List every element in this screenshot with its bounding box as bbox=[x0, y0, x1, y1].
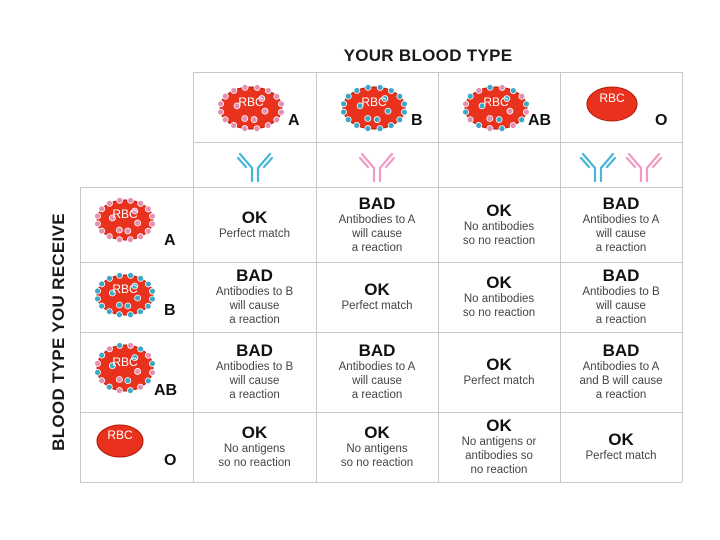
rbc-cell-icon bbox=[336, 80, 412, 136]
rbc-cell-icon bbox=[90, 418, 150, 464]
verdict-note: Perfect match bbox=[585, 450, 657, 462]
recipient-rbc-ab bbox=[90, 338, 160, 403]
rbc-cell-icon bbox=[580, 80, 644, 128]
antigen-dot bbox=[397, 93, 403, 99]
antigen-dot bbox=[99, 228, 105, 234]
blood-type-label: B bbox=[164, 302, 176, 319]
antigen-dot bbox=[137, 384, 143, 390]
antigen-dot bbox=[341, 101, 347, 107]
antigen-dot bbox=[365, 84, 371, 90]
antigen-dot bbox=[265, 123, 271, 129]
antigen-dot bbox=[463, 109, 469, 115]
antigen-dot bbox=[218, 109, 224, 115]
antigen-dot bbox=[262, 108, 268, 114]
verdict-note: No antigens so no reaction bbox=[218, 443, 291, 469]
antigen-dot bbox=[116, 237, 122, 243]
antigen-dot bbox=[401, 109, 407, 115]
verdict-ok: OK bbox=[364, 423, 390, 442]
antigen-dot bbox=[135, 368, 141, 374]
verdict-note: Perfect match bbox=[219, 227, 290, 240]
antigen-dot bbox=[99, 378, 105, 384]
antigen-dot bbox=[354, 87, 360, 93]
verdict-note: Antibodies to B will cause a reaction bbox=[215, 361, 294, 401]
verdict-ok: OK bbox=[241, 207, 268, 227]
antibody-cell-a bbox=[193, 142, 316, 187]
antigen-dot bbox=[149, 288, 155, 294]
antigen-dot bbox=[345, 117, 351, 123]
donor-rbc-a bbox=[213, 80, 289, 141]
antigen-dot bbox=[116, 388, 122, 394]
antigen-dot bbox=[95, 369, 101, 375]
donor-rbc-b bbox=[336, 80, 412, 141]
compatibility-cell bbox=[438, 262, 560, 332]
antigen-dot bbox=[127, 237, 133, 243]
antigen-dot bbox=[99, 281, 105, 287]
antigen-dot bbox=[510, 88, 516, 94]
blood-type-label: A bbox=[164, 232, 176, 249]
compatibility-cell bbox=[316, 332, 438, 412]
antigen-dot bbox=[125, 303, 131, 309]
rbc-label: RBC bbox=[599, 91, 625, 105]
antigen-dot bbox=[137, 309, 143, 315]
compatibility-cell bbox=[560, 332, 682, 412]
verdict-ok: OK bbox=[364, 280, 390, 299]
antigen-dot bbox=[385, 108, 391, 114]
compatibility-cell bbox=[560, 187, 682, 262]
antibody-icon bbox=[624, 148, 664, 182]
antigen-dot bbox=[374, 117, 380, 123]
antigen-dot bbox=[218, 101, 224, 107]
verdict-note: Antibodies to B will cause a reaction bbox=[215, 286, 294, 326]
verdict-note: Antibodies to A will cause a reaction bbox=[582, 213, 660, 254]
antigen-dot bbox=[138, 346, 144, 352]
antigen-dot bbox=[145, 281, 151, 287]
compatibility-cell bbox=[193, 187, 316, 262]
compatibility-cell bbox=[560, 262, 682, 332]
antigen-dot bbox=[127, 388, 133, 394]
verdict-note: Antibodies to A will cause a reaction bbox=[338, 361, 416, 401]
antigen-dot bbox=[106, 234, 112, 240]
rbc-cell-icon bbox=[90, 193, 160, 247]
grid-line-v bbox=[80, 187, 81, 482]
rbc-label: RBC bbox=[112, 207, 138, 221]
antigen-dot bbox=[107, 200, 113, 206]
antigen-dot bbox=[254, 126, 260, 132]
antigen-dot bbox=[523, 101, 529, 107]
compatibility-cell bbox=[193, 412, 316, 482]
verdict-bad: BAD bbox=[236, 341, 273, 360]
antigen-dot bbox=[137, 234, 143, 240]
antigen-dot bbox=[401, 101, 407, 107]
verdict-note: Antibodies to A will cause a reaction bbox=[338, 213, 416, 254]
compatibility-cell bbox=[438, 332, 560, 412]
verdict-ok: OK bbox=[608, 430, 634, 449]
antigen-dot bbox=[149, 296, 155, 302]
antigen-dot bbox=[95, 360, 101, 366]
antigen-dot bbox=[278, 101, 284, 107]
antigen-dot bbox=[242, 116, 248, 122]
antigen-dot bbox=[242, 126, 248, 132]
verdict-bad: BAD bbox=[602, 193, 640, 213]
antigen-dot bbox=[274, 117, 280, 123]
antigen-dot bbox=[117, 272, 123, 278]
verdict-ok: OK bbox=[486, 200, 512, 220]
antigen-dot bbox=[149, 221, 155, 227]
antigen-dot bbox=[116, 302, 122, 308]
antigen-dot bbox=[138, 275, 144, 281]
antigen-dot bbox=[251, 117, 257, 123]
antigen-dot bbox=[99, 352, 105, 358]
verdict-ok: OK bbox=[486, 416, 512, 435]
antigen-dot bbox=[274, 93, 280, 99]
antigen-dot bbox=[116, 377, 122, 383]
compatibility-cell bbox=[316, 187, 438, 262]
verdict-note: Perfect match bbox=[463, 375, 535, 387]
blood-type-label: AB bbox=[154, 382, 178, 399]
antigen-dot bbox=[507, 108, 513, 114]
compatibility-cell bbox=[193, 332, 316, 412]
recipient-rbc-a bbox=[90, 193, 160, 252]
compatibility-cell bbox=[193, 262, 316, 332]
antigen-dot bbox=[365, 126, 371, 132]
antigen-dot bbox=[487, 126, 493, 132]
antigen-dot bbox=[107, 275, 113, 281]
rbc-cell-icon bbox=[90, 268, 160, 322]
antigen-dot bbox=[145, 303, 151, 309]
antigen-dot bbox=[106, 384, 112, 390]
antigen-dot bbox=[106, 309, 112, 315]
antigen-dot bbox=[476, 122, 482, 128]
verdict-bad: BAD bbox=[236, 266, 273, 285]
rbc-label: RBC bbox=[361, 95, 387, 109]
recipient-rbc-b bbox=[90, 268, 160, 327]
antigen-dot bbox=[242, 84, 248, 90]
antigen-dot bbox=[149, 370, 155, 376]
antigen-dot bbox=[145, 352, 151, 358]
antigen-dot bbox=[499, 84, 505, 90]
verdict-note: No antigens so no reaction bbox=[340, 443, 414, 469]
verdict-note: Perfect match bbox=[341, 300, 413, 312]
antigen-dot bbox=[467, 93, 473, 99]
antigen-dot bbox=[519, 93, 525, 99]
antibody-cell-b bbox=[316, 142, 438, 187]
antigen-dot bbox=[127, 312, 133, 318]
blood-type-label: A bbox=[288, 112, 300, 129]
antigen-dot bbox=[467, 117, 473, 123]
antigen-dot bbox=[388, 88, 394, 94]
antigen-dot bbox=[499, 126, 505, 132]
recipient-rbc-o bbox=[90, 418, 150, 469]
antigen-dot bbox=[231, 122, 237, 128]
grid-line-v bbox=[682, 72, 683, 482]
antigen-dot bbox=[487, 84, 493, 90]
antigen-dot bbox=[117, 342, 123, 348]
verdict-note: Antibodies to A and B will cause a reaction bbox=[579, 361, 663, 401]
compatibility-cell bbox=[438, 412, 560, 482]
rbc-label: RBC bbox=[112, 282, 138, 296]
rbc-cell-icon bbox=[213, 80, 289, 136]
antigen-dot bbox=[149, 213, 155, 219]
antigen-dot bbox=[365, 116, 371, 122]
antibody-cell-o bbox=[560, 142, 682, 187]
blood-type-you-receive-title: BLOOD TYPE YOU RECEIVE bbox=[49, 213, 68, 451]
antigen-dot bbox=[377, 84, 383, 90]
grid-line-h bbox=[80, 482, 682, 483]
antigen-dot bbox=[341, 109, 347, 115]
antibody-icon bbox=[357, 148, 397, 182]
antigen-dot bbox=[145, 378, 151, 384]
antigen-dot bbox=[125, 378, 131, 384]
antigen-dot bbox=[222, 93, 228, 99]
compatibility-cell bbox=[316, 412, 438, 482]
antibody-cell-ab bbox=[438, 142, 560, 187]
antigen-dot bbox=[116, 227, 122, 233]
antigen-dot bbox=[519, 117, 525, 123]
rbc-cell-icon bbox=[90, 338, 160, 398]
verdict-note: No antibodies so no reaction bbox=[462, 293, 536, 319]
antigen-dot bbox=[95, 221, 101, 227]
antigen-dot bbox=[95, 213, 101, 219]
antigen-dot bbox=[254, 84, 260, 90]
antigen-dot bbox=[138, 200, 144, 206]
antigen-dot bbox=[463, 101, 469, 107]
rbc-cell-icon bbox=[458, 80, 534, 136]
antigen-dot bbox=[354, 122, 360, 128]
verdict-note: No antibodies so no reaction bbox=[462, 220, 536, 247]
compatibility-cell bbox=[438, 187, 560, 262]
rbc-label: RBC bbox=[483, 95, 509, 109]
antigen-dot bbox=[487, 116, 493, 122]
blood-type-label: B bbox=[411, 112, 423, 129]
antigen-dot bbox=[397, 117, 403, 123]
antibody-icon bbox=[235, 148, 275, 182]
antigen-dot bbox=[278, 109, 284, 115]
antibody-icon bbox=[578, 148, 618, 182]
antigen-dot bbox=[99, 303, 105, 309]
verdict-bad: BAD bbox=[358, 341, 396, 360]
blood-type-label: O bbox=[164, 452, 177, 469]
blood-type-label: O bbox=[655, 112, 668, 129]
donor-rbc-o bbox=[580, 80, 644, 133]
antigen-dot bbox=[95, 288, 101, 294]
antigen-dot bbox=[496, 117, 502, 123]
rbc-label: RBC bbox=[107, 428, 133, 442]
rbc-label: RBC bbox=[238, 95, 264, 109]
compatibility-cell bbox=[316, 262, 438, 332]
antigen-dot bbox=[145, 228, 151, 234]
antigen-dot bbox=[231, 87, 237, 93]
antigen-dot bbox=[265, 88, 271, 94]
verdict-bad: BAD bbox=[602, 341, 640, 360]
antigen-dot bbox=[145, 206, 151, 212]
antigen-dot bbox=[125, 228, 131, 234]
verdict-bad: BAD bbox=[358, 193, 396, 213]
antigen-dot bbox=[510, 123, 516, 129]
antigen-dot bbox=[128, 197, 134, 203]
verdict-ok: OK bbox=[241, 423, 268, 442]
your-blood-type-title: YOUR BLOOD TYPE bbox=[343, 46, 513, 65]
blood-type-label: AB bbox=[528, 112, 552, 129]
antigen-dot bbox=[476, 87, 482, 93]
compatibility-cell bbox=[560, 412, 682, 482]
verdict-ok: OK bbox=[486, 355, 512, 374]
antigen-dot bbox=[128, 342, 134, 348]
antigen-dot bbox=[117, 197, 123, 203]
donor-rbc-ab bbox=[458, 80, 534, 141]
antigen-dot bbox=[377, 126, 383, 132]
antigen-dot bbox=[128, 272, 134, 278]
antigen-dot bbox=[107, 346, 113, 352]
antigen-dot bbox=[222, 117, 228, 123]
antigen-dot bbox=[388, 123, 394, 129]
antigen-dot bbox=[116, 312, 122, 318]
antigen-dot bbox=[99, 206, 105, 212]
antigen-dot bbox=[345, 93, 351, 99]
verdict-note: Antibodies to B will cause a reaction bbox=[582, 286, 660, 326]
verdict-ok: OK bbox=[486, 273, 512, 292]
antigen-dot bbox=[95, 296, 101, 302]
verdict-note: No antigens or antibodies so no reaction bbox=[461, 436, 537, 476]
antigen-dot bbox=[149, 361, 155, 367]
verdict-bad: BAD bbox=[602, 266, 640, 285]
rbc-label: RBC bbox=[112, 355, 138, 369]
